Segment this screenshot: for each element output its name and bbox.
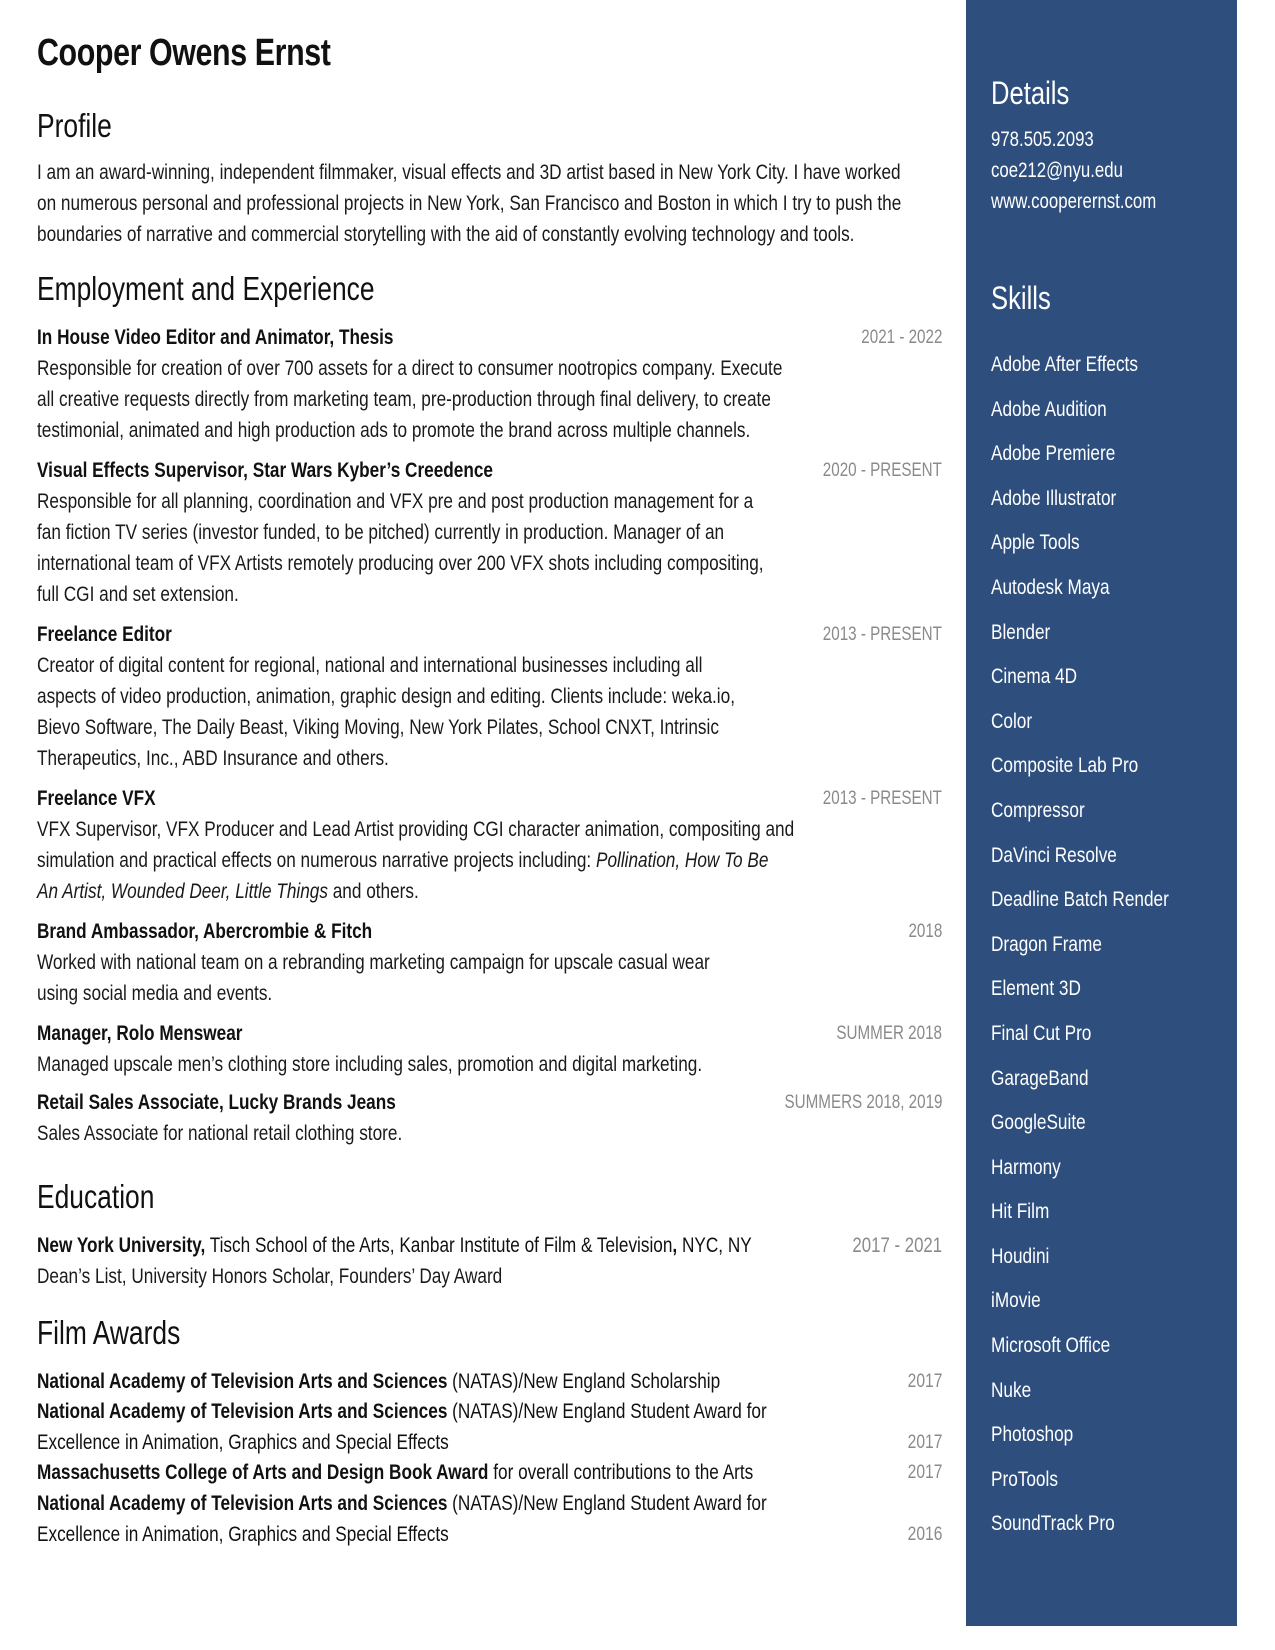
award-item-continued	[37, 1519, 942, 1550]
skill-label: ProTools	[991, 1466, 1058, 1491]
profile-heading	[37, 107, 131, 145]
profile-line: boundaries of narrative and commercial storytelling with the aid of constantly evolving technology and tools.	[37, 222, 855, 246]
job-entry	[37, 619, 942, 774]
award-org: National Academy of Television Arts and Sciences	[37, 1399, 448, 1423]
skill-label: Compressor	[991, 797, 1085, 822]
job-title-text: Brand Ambassador, Abercrombie & Fitch	[37, 919, 373, 943]
award-description: (NATAS)/New England Scholarship	[447, 1369, 721, 1393]
skill-label: Nuke	[991, 1377, 1032, 1402]
job-entry	[37, 1018, 942, 1080]
award-description-continued: Excellence in Animation, Graphics and Special Effects	[37, 1430, 449, 1454]
job-entry	[37, 916, 942, 1009]
award-date-text: 2017	[907, 1461, 942, 1483]
profile-text	[37, 157, 1117, 250]
award-text	[37, 1457, 753, 1488]
job-title-text: In House Video Editor and Animator, Thesis	[37, 325, 394, 349]
job-date	[793, 783, 942, 814]
award-item-continued	[37, 1427, 942, 1458]
awards-heading	[37, 1314, 216, 1352]
skill-label: Blender	[991, 619, 1051, 644]
phone-number	[991, 124, 1119, 155]
award-date-text: 2016	[907, 1523, 942, 1545]
award-description: (NATAS)/New England Student Award for	[447, 1399, 767, 1423]
education-date	[830, 1230, 942, 1261]
skill-item	[991, 431, 1213, 476]
job-date	[841, 322, 942, 353]
skill-item	[991, 1234, 1213, 1279]
skill-label: Adobe Premiere	[991, 441, 1116, 466]
award-item	[37, 1396, 942, 1427]
job-entry	[37, 783, 942, 907]
job-description-line: Responsible for creation of over 700 assets for a direct to consumer nootropics company. Execute	[37, 356, 783, 380]
details-heading	[991, 75, 1089, 112]
school-comma: ,	[672, 1233, 678, 1257]
skill-label: Photoshop	[991, 1422, 1074, 1447]
employment-heading	[37, 270, 459, 308]
skill-label: Adobe After Effects	[991, 352, 1138, 376]
job-description-line: fan fiction TV series (investor funded, to be pitched) currently in production. Manager of an	[37, 520, 725, 544]
skill-item	[991, 788, 1213, 833]
job-date-text: 2013 - PRESENT	[822, 624, 942, 645]
education-heading	[37, 1178, 184, 1216]
skill-label: GoogleSuite	[991, 1110, 1086, 1135]
job-description-line: Bievo Software, The Daily Beast, Viking Moving, New York Pilates, School CNXT, Intrinsic	[37, 715, 719, 739]
job-description-line: full CGI and set extension.	[37, 582, 239, 606]
job-title-text: Retail Sales Associate, Lucky Brands Jeans	[37, 1090, 396, 1114]
award-text	[37, 1488, 767, 1519]
main-column	[37, 0, 942, 1650]
job-title-text: Freelance Editor	[37, 622, 172, 646]
skill-item	[991, 1368, 1213, 1413]
skill-item	[991, 1189, 1213, 1234]
skill-label: iMovie	[991, 1288, 1041, 1313]
skill-item	[991, 877, 1213, 922]
skill-item	[991, 476, 1213, 521]
skill-item	[991, 1412, 1213, 1457]
award-date	[899, 1519, 942, 1550]
skill-item	[991, 743, 1213, 788]
skill-label: Composite Lab Pro	[991, 753, 1139, 778]
skill-label: GarageBand	[991, 1065, 1089, 1090]
job-description	[37, 947, 942, 1009]
job-title	[37, 916, 942, 947]
job-title-text: Manager, Rolo Menswear	[37, 1021, 243, 1045]
skill-label: Color	[991, 708, 1033, 733]
skill-label: Apple Tools	[991, 530, 1080, 555]
job-title-text: Visual Effects Supervisor, Star Wars Kyber’s Creedence	[37, 458, 494, 482]
job-date	[793, 619, 942, 650]
skills-heading	[991, 280, 1066, 317]
skill-label: Autodesk Maya	[991, 574, 1110, 599]
skill-item	[991, 565, 1213, 610]
skill-item	[991, 654, 1213, 699]
skill-item	[991, 1278, 1213, 1323]
award-date	[899, 1427, 942, 1458]
education-heading-text: Education	[37, 1178, 155, 1215]
skill-label: Element 3D	[991, 976, 1081, 1001]
job-description-line: using social media and events.	[37, 981, 273, 1005]
skill-item	[991, 1323, 1213, 1368]
job-entry	[37, 322, 942, 446]
skill-item	[991, 1011, 1213, 1056]
job-date	[810, 1018, 942, 1049]
job-description-line: Creator of digital content for regional, national and international businesses including all	[37, 653, 703, 677]
job-title	[37, 322, 942, 353]
job-description	[37, 814, 942, 907]
skill-item	[991, 1056, 1213, 1101]
job-description	[37, 353, 942, 446]
skill-item	[991, 966, 1213, 1011]
job-entry	[37, 1087, 942, 1149]
job-title	[37, 1018, 942, 1049]
details-heading-text: Details	[991, 75, 1070, 111]
email-link[interactable]	[991, 155, 1156, 186]
education-date-text: 2017 - 2021	[852, 1234, 942, 1257]
skill-item	[991, 1457, 1213, 1502]
profile-heading-text: Profile	[37, 107, 112, 144]
school-detail: Tisch School of the Arts, Kanbar Institute of Film & Television	[205, 1233, 673, 1257]
award-date-text: 2017	[907, 1370, 942, 1392]
award-description: for overall contributions to the Arts	[488, 1460, 754, 1484]
job-description-line	[37, 845, 768, 876]
award-text	[37, 1366, 720, 1397]
website-link[interactable]	[991, 186, 1198, 217]
award-org: Massachusetts College of Arts and Design Book Award	[37, 1460, 489, 1484]
award-org: National Academy of Television Arts and Sciences	[37, 1491, 448, 1515]
job-date	[793, 455, 942, 486]
job-description-line: VFX Supervisor, VFX Producer and Lead Artist providing CGI character animation, compositing and	[37, 817, 795, 841]
email-text[interactable]: coe212@nyu.edu	[991, 159, 1123, 182]
school-line-text	[37, 1230, 752, 1261]
school-location: NYC, NY	[677, 1233, 752, 1257]
job-description	[37, 1049, 942, 1080]
job-description-line: Managed upscale men’s clothing store including sales, promotion and digital marketing.	[37, 1052, 703, 1076]
job-description	[37, 1118, 942, 1149]
award-item	[37, 1457, 942, 1488]
employment-heading-text: Employment and Experience	[37, 270, 375, 307]
award-description: (NATAS)/New England Student Award for	[447, 1491, 767, 1515]
skill-label: Microsoft Office	[991, 1333, 1111, 1358]
profile-line: on numerous personal and professional projects in New York, San Francisco and Boston in which I try to push the	[37, 191, 902, 215]
award-text	[37, 1396, 767, 1427]
job-date-text: 2018	[908, 921, 942, 942]
job-date	[900, 916, 942, 947]
job-title-text: Freelance VFX	[37, 786, 156, 810]
skill-item	[991, 1501, 1213, 1546]
job-date-text: 2013 - PRESENT	[822, 788, 942, 809]
skill-label: Final Cut Pro	[991, 1020, 1092, 1045]
awards-heading-text: Film Awards	[37, 1314, 181, 1351]
job-date-text: 2020 - PRESENT	[822, 460, 942, 481]
education-honors-text: Dean’s List, University Honors Scholar, Founders’ Day Award	[37, 1264, 503, 1288]
description-text: and others.	[327, 879, 419, 903]
job-entry	[37, 455, 942, 610]
job-description	[37, 650, 942, 774]
award-description-continued: Excellence in Animation, Graphics and Special Effects	[37, 1522, 449, 1546]
award-item	[37, 1366, 942, 1397]
award-org: National Academy of Television Arts and Sciences	[37, 1369, 448, 1393]
project-titles: An Artist, Wounded Deer, Little Things	[37, 879, 328, 903]
sidebar	[966, 0, 1237, 1626]
skill-item	[991, 699, 1213, 744]
award-item	[37, 1488, 942, 1519]
skill-label: DaVinci Resolve	[991, 842, 1117, 867]
job-date-text: 2021 - 2022	[860, 327, 942, 348]
candidate-name	[37, 32, 404, 75]
education-entry	[37, 1230, 942, 1292]
job-description-line: aspects of video production, animation, graphic design and editing. Clients include: weka.io,	[37, 684, 735, 708]
job-description-line: Worked with national team on a rebranding marketing campaign for upscale casual wear	[37, 950, 710, 974]
skill-item	[991, 387, 1213, 432]
project-titles: Pollination, How To Be	[595, 848, 769, 872]
phone-number-text: 978.505.2093	[991, 128, 1094, 151]
school-line	[37, 1230, 942, 1261]
candidate-name-text: Cooper Owens Ernst	[37, 32, 331, 74]
website-text[interactable]: www.cooperernst.com	[991, 190, 1157, 213]
skills-heading-text: Skills	[991, 280, 1051, 316]
description-text: simulation and practical effects on numerous narrative projects including:	[37, 848, 596, 872]
skill-item	[991, 1145, 1213, 1190]
education-honors	[37, 1261, 942, 1292]
job-description-line: Responsible for all planning, coordination and VFX pre and post production management for a	[37, 489, 754, 513]
skill-item	[991, 520, 1213, 565]
skill-item	[991, 922, 1213, 967]
job-description-line: Therapeutics, Inc., ABD Insurance and others.	[37, 746, 389, 770]
skill-label: Adobe Illustrator	[991, 485, 1117, 510]
skill-item	[991, 833, 1213, 878]
skills-list	[991, 342, 1213, 1546]
job-description-line: all creative requests directly from marketing team, pre-production through final delivery, to create	[37, 387, 771, 411]
job-description-line: international team of VFX Artists remotely producing over 200 VFX shots including compositing,	[37, 551, 764, 575]
skill-label: SoundTrack Pro	[991, 1511, 1115, 1536]
job-description-line	[37, 876, 419, 907]
award-date-text: 2017	[907, 1431, 942, 1453]
job-description-line: testimonial, animated and high production ads to promote the brand across multiple channels.	[37, 418, 751, 442]
job-date-text: SUMMERS 2018, 2019	[784, 1092, 942, 1113]
skill-item	[991, 1100, 1213, 1145]
award-date	[899, 1457, 942, 1488]
skill-label: Dragon Frame	[991, 931, 1102, 956]
skill-label: Hit Film	[991, 1199, 1050, 1224]
skill-label: Harmony	[991, 1154, 1061, 1179]
job-date	[745, 1087, 943, 1118]
job-date-text: SUMMER 2018	[836, 1023, 942, 1044]
skill-item	[991, 342, 1213, 387]
skill-label: Adobe Audition	[991, 396, 1107, 421]
job-description	[37, 486, 942, 610]
award-date	[899, 1366, 942, 1397]
skill-label: Deadline Batch Render	[991, 887, 1169, 912]
skill-label: Houdini	[991, 1243, 1050, 1268]
job-description-line: Sales Associate for national retail clothing store.	[37, 1121, 403, 1145]
skill-item	[991, 610, 1213, 655]
skill-label: Cinema 4D	[991, 664, 1078, 689]
profile-line: I am an award-winning, independent filmmaker, visual effects and 3D artist based in New York City. I have worked	[37, 160, 901, 184]
school-name: New York University,	[37, 1233, 206, 1257]
